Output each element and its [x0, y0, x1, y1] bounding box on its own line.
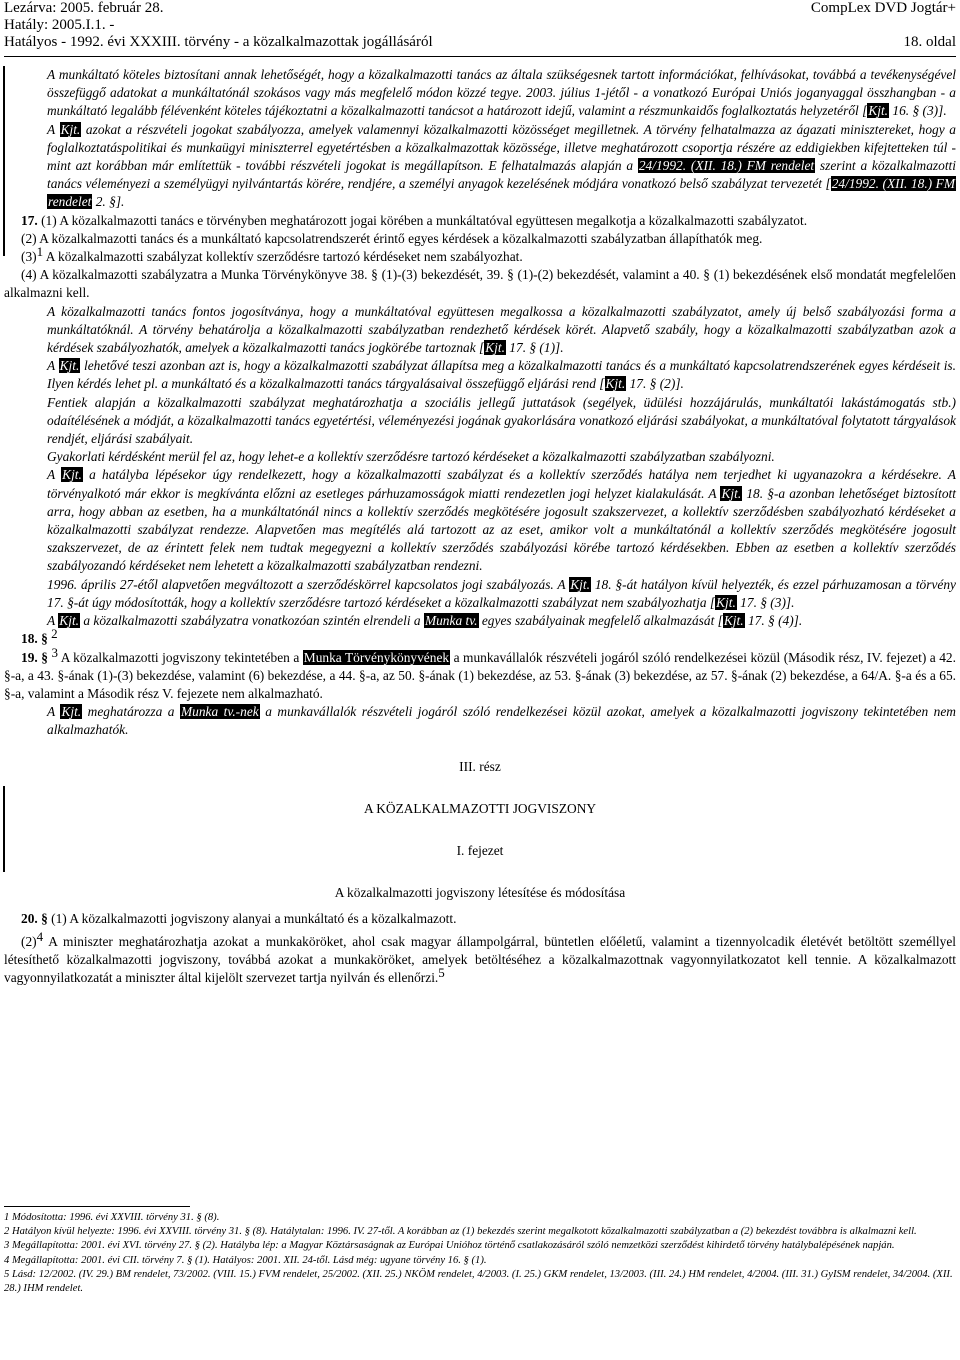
footnote: 4 Megállapította: 2001. évi CII. törvény 7. § (1). Hatályos: 2001. XII. 24-től. Lásd még: ugyane törvény 16. § (1). — [4, 1254, 487, 1266]
section-20: 20. § (1) A közalkalmazotti jogviszony alanyai a munkáltató és a közalkalmazott. — [21, 911, 457, 927]
section-17-para-3: (3)1 A közalkalmazotti szabályzat kollektív szerződésre tartozó kérdéseket nem szabályozhat. — [21, 244, 523, 265]
footnote: 5 Lásd: 12/2002. (IV. 29.) BM rendelet, 73/2002. (VIII. 15.) FVM rendelet, 25/2002. (XII. 25.) NKÖM rendelet, 4/2003. (I. 25.) GKM rendelet, 13/2003. (III. 24.) HM rendelet, 4/2004. (III. 31.) GyISM rendelet, 34/2004. (XII. 28.) IHM rendelet. — [4, 1268, 953, 1295]
footnote-ref[interactable]: 3 — [51, 644, 58, 660]
footnote-ref[interactable]: 1 — [36, 244, 44, 260]
ref-kjt[interactable]: Kjt. — [723, 613, 744, 629]
scope: Hatály: 2005.I.1. - — [4, 17, 115, 33]
footnotes — [4, 1211, 956, 1296]
footnote-ref[interactable]: 4 — [36, 928, 44, 944]
section-number: 19. § — [21, 649, 48, 665]
section-number: 17. — [21, 212, 38, 228]
section-19: 19. § 3 A közalkalmazotti jogviszony tekintetében a Munka Törvénykönyvének a munkavállalók részvételi jogáról szóló rendelkezései közül (Második rész, IV. fejezet) a 42. §-a, a 43. §-ának (1)-(3) bekezdése, valamint (6) bekezdése, a 44. §-a, az 50. §-ának (1) bekezdése, az 53. §-ának (3) bekezdése, az 57. §-ának (2) bekezdése, a 64/A. §-a és a 65. §-a, valamint a Második rész V. fejezete nem alkalmazható. — [4, 644, 956, 701]
ref-kjt[interactable]: Kjt. — [570, 576, 590, 592]
section-18 — [4, 626, 956, 648]
closed-date: Lezárva: 2005. február 28. — [4, 0, 164, 16]
ref-kjt[interactable]: Kjt. — [62, 467, 82, 483]
law-title: Hatályos - 1992. évi XXXIII. törvény - a közalkalmazottak jogállásáról — [4, 34, 433, 50]
ref-fm-regulation[interactable]: 24/1992. (XII. 18.) FM rendelet — [638, 158, 815, 174]
commentary-paragraph: Fentiek alapján a közalkalmazotti szabályzat meghatározhatja a szociális jellegű juttatások (segélyek, üdülési hozzájárulás, munkáltatói lakástámogatás stb.) odaítélésének a módját, a közalkalmazotti tanács egyetértési, véleményezési jogának gyakorlására vonatkozó eljárási szabályokat, a munkáltatóval folytatott tárgyalások rendjét, eljárási szabályait. — [47, 394, 956, 447]
section-number: 18. § — [21, 631, 48, 647]
chapter-title: A közalkalmazotti jogviszony létesítése és módosítása — [334, 885, 626, 901]
ref-munka-torvenykonyv[interactable]: Munka Törvénykönyvének — [303, 649, 450, 665]
ref-kjt[interactable]: Kjt. — [60, 121, 81, 137]
section-number: 20. § — [21, 911, 48, 927]
ref-kjt[interactable]: Kjt. — [716, 594, 736, 610]
page-number: 18. oldal — [903, 34, 956, 50]
commentary-paragraph: Gyakorlati kérdésként merül fel az, hogy lehet-e a kollektív szerződésre tartozó kérdéseket a közalkalmazotti szabályzatban szabályozni. — [47, 449, 775, 465]
commentary-paragraph: A Kjt. azokat a részvételi jogokat szabályozza, amelyek valamennyi közalkalmazotti közösséget megilletnek. A törvény felhatalmazza az ágazati minisztereket, hogy a foglalkoztatáspolitikai és munkaügyi miniszterrel egyetértésben a közalkalmazottak közössége, illetve meghatározott csoportja részére az eddigiekben kifejtetteken túl - mint azt korábban már említettük - további részvételi jogokat is megállapítson. E felhatalmazás alapján a 24/1992. (XII. 18.) FM rendelet szerint a közalkalmazotti tanács véleményezi a személyügyi nyilvántartás körére, rendjére, a személyi anyagok kezelésének módjára vonatkozó belső szabályzat tervezetét [24/1992. (XII. 18.) FM rendelet 2. §]. — [47, 121, 956, 210]
part-heading: III. rész — [459, 758, 501, 774]
ref-munka-tv[interactable]: Munka tv. — [424, 613, 478, 629]
ref-kjt[interactable]: Kjt. — [485, 340, 505, 356]
ref-kjt[interactable]: Kjt. — [721, 485, 742, 501]
commentary-paragraph: A Kjt. meghatározza a Munka tv.-nek a munkavállalók részvételi jogáról szóló rendelkezései közül azokat, amelyek a közalkalmazotti jogviszony tekintetében nem alkalmazhatók. — [47, 704, 956, 738]
ref-fm-regulation[interactable]: rendelet — [48, 194, 92, 210]
ref-fm-regulation[interactable]: 24/1992. (XII. 18.) FM — [831, 176, 955, 192]
section-17: 17. (1) A közalkalmazotti tanács e törvényben meghatározott jogai körében a munkáltatóval együttesen megalkotja a közalkalmazotti szabályzatot. — [21, 212, 808, 228]
header-rule — [4, 56, 956, 57]
document-body — [4, 66, 956, 987]
commentary-paragraph: A Kjt. a közalkalmazotti szabályzatra vonatkozóan szintén elrendeli a Munka tv. egyes szabályainak megfelelő alkalmazását [Kjt. 17. § (4)]. — [47, 613, 803, 629]
ref-kjt[interactable]: Kjt. — [868, 103, 889, 119]
footnote-rule — [4, 1206, 190, 1207]
brand: CompLex DVD Jogtár+ — [810, 0, 956, 16]
chapter-heading: I. fejezet — [456, 842, 504, 858]
ref-munka-tv[interactable]: Munka tv.-nek — [180, 704, 259, 720]
footnote: 2 Hatályon kívül helyezte: 1996. évi XXVIII. törvény 31. § (8). Hatálytalan: 1996. IV. 27-től. A korábban az (1) bekezdés szerint megalkotott közalkalmazotti szabályzatban a (2) bekezdést továbbra is alkalmazni kell. — [4, 1226, 917, 1238]
commentary-paragraph: A munkáltató köteles biztosítani annak lehetőségét, hogy a közalkalmazotti tanács az általa szükségesnek tartott információkat, felhívásokat, továbbá a tevékenységével összefüggő adatokat a munkáltatónál szokásos vagy más megfelelő módon közzé tegye. 2003. július 1-jétől - a vonatkozó Európai Uniós joganyaggal összhangban - a munkáltató legalább félévenként köteles tájékoztatni a közalkalmazotti tanácsot a határozott idejű, valamint a részmunkaidős foglalkoztatás helyzetéről [Kjt. 16. § (3)]. — [47, 67, 956, 119]
ref-kjt[interactable]: Kjt. — [605, 376, 626, 392]
ref-kjt[interactable]: Kjt. — [61, 704, 82, 720]
commentary-paragraph: A Kjt. lehetővé teszi azonban azt is, hogy a közalkalmazotti szabályzat állapítsa meg a közalkalmazotti tanács és a munkáltató kapcsolatrendszerének egyes kérdéseit is. Ilyen kérdés lehet pl. a munkáltató és a közalkalmazotti tanács tárgyalásaival összefüggő eljárási rend [Kjt. 17. § (2)]. — [47, 358, 956, 392]
footnote: 3 Megállapította: 2001. évi XVI. törvény 27. § (2). Hatályba lép: a Magyar Köztársaságnak az Európai Unióhoz történő csatlakozásáról szóló nemzetközi szerződést kihirdető törvény hatálybalépésének napján. — [4, 1240, 895, 1252]
section-17-para-4: (4) A közalkalmazotti szabályzatra a Munka Törvénykönyve 38. § (1)-(3) bekezdését, 39. § (1)-(2) bekezdését, valamint a 40. § (1) bekezdésének első mondatát megfelelően alkalmazni kell. — [4, 267, 956, 301]
ref-kjt[interactable]: Kjt. — [59, 358, 80, 374]
commentary-paragraph: A Kjt. a hatályba lépésekor úgy rendelkezett, hogy a közalkalmazotti szabályzat és a kollektív szerződés hatálya nem terjedhet ki ugyanazokra a kérdésekre. A törvényalkotó már ekkor is megkívánta előzni az esetleges párhuzamosságok miatti rendezetlen jogi helyzet kialakulását. A Kjt. 18. §-a azonban lehetőséget biztosított arra, hogy abban az esetben, ha a munkáltatónál nincs a kollektív szerződés megkötésére jogosult szakszervezet, a kollektív szerződésben szabályozható kérdéseket a közalkalmazotti szabályzat rendezze. Alapvetően mas megítélés alá tartozott az az eset, amikor volt a munkáltatónál a kollektív szerződés megkötésére jogosult szakszervezet, de az érintett felek nem tudtak megegyezni a kollektív szerződés szabályozási körébe tartozó kérdésekben. Ebben az esetben a kollektív szerződés szabályozandó kérdéseket nem lehetett a közalkalmazotti szabályzatban rendezni. — [47, 467, 956, 574]
section-20-para-2: (2)4 A miniszter meghatározhatja azokat a munkaköröket, ahol csak magyar állampolgárral, büntetlen előéletű, valamint a tizennyolcadik életévét betöltött személlyel létesíthető közalkalmazotti jogviszony, továbbá azokat a munkaköröket, amelyek betöltéséhez a közalkalmazottnak vagyonnyilatkozatot kell tennie. A közalkalmazott vagyonnyilatkozatát a miniszter által kijelölt szervezet tartja nyilván és ellenőrzi.5 — [4, 928, 956, 985]
page-header — [4, 0, 956, 51]
footnote: 1 Módosította: 1996. évi XXVIII. törvény 31. § (8). — [4, 1212, 220, 1223]
section-17-para-2: (2) A közalkalmazotti tanács és a munkáltató kapcsolatrendszerét érintő egyes kérdések a közalkalmazotti szabályzatban állapíthatók meg. — [21, 230, 763, 246]
part-title: A KÖZALKALMAZOTTI JOGVISZONY — [363, 800, 597, 816]
commentary-paragraph: 1996. április 27-étől alapvetően megváltozott a szerződéskörrel kapcsolatos jogi szabályozás. A Kjt. 18. §-át hatályon kívül helyezték, és ezzel párhuzamosan a törvény 17. §-át úgy módosították, hogy a kollektív szerződésre tartozó kérdéseket a közalkalmazotti szabályzat nem szabályozhatja [Kjt. 17. § (3)]. — [47, 576, 956, 610]
footnote-ref[interactable]: 2 — [51, 626, 58, 642]
ref-kjt[interactable]: Kjt. — [59, 613, 80, 629]
commentary-paragraph: A közalkalmazotti tanács fontos jogosítványa, hogy a munkáltatóval együttesen megalkossa a közalkalmazotti szabályzatot, amely új belső szabályozási forma a munkáltatóknál. A törvény behatárolja a közalkalmazotti szabályzatban rendezhető kérdések körét. Alapvető szabály, hogy a közalkalmazotti szabályzatban azok a kérdések szabályozhatók, amelyek a közalkalmazotti tanács jogkörébe tartoznak [Kjt. 17. § (1)]. — [47, 303, 956, 356]
footnote-ref[interactable]: 5 — [438, 964, 445, 980]
